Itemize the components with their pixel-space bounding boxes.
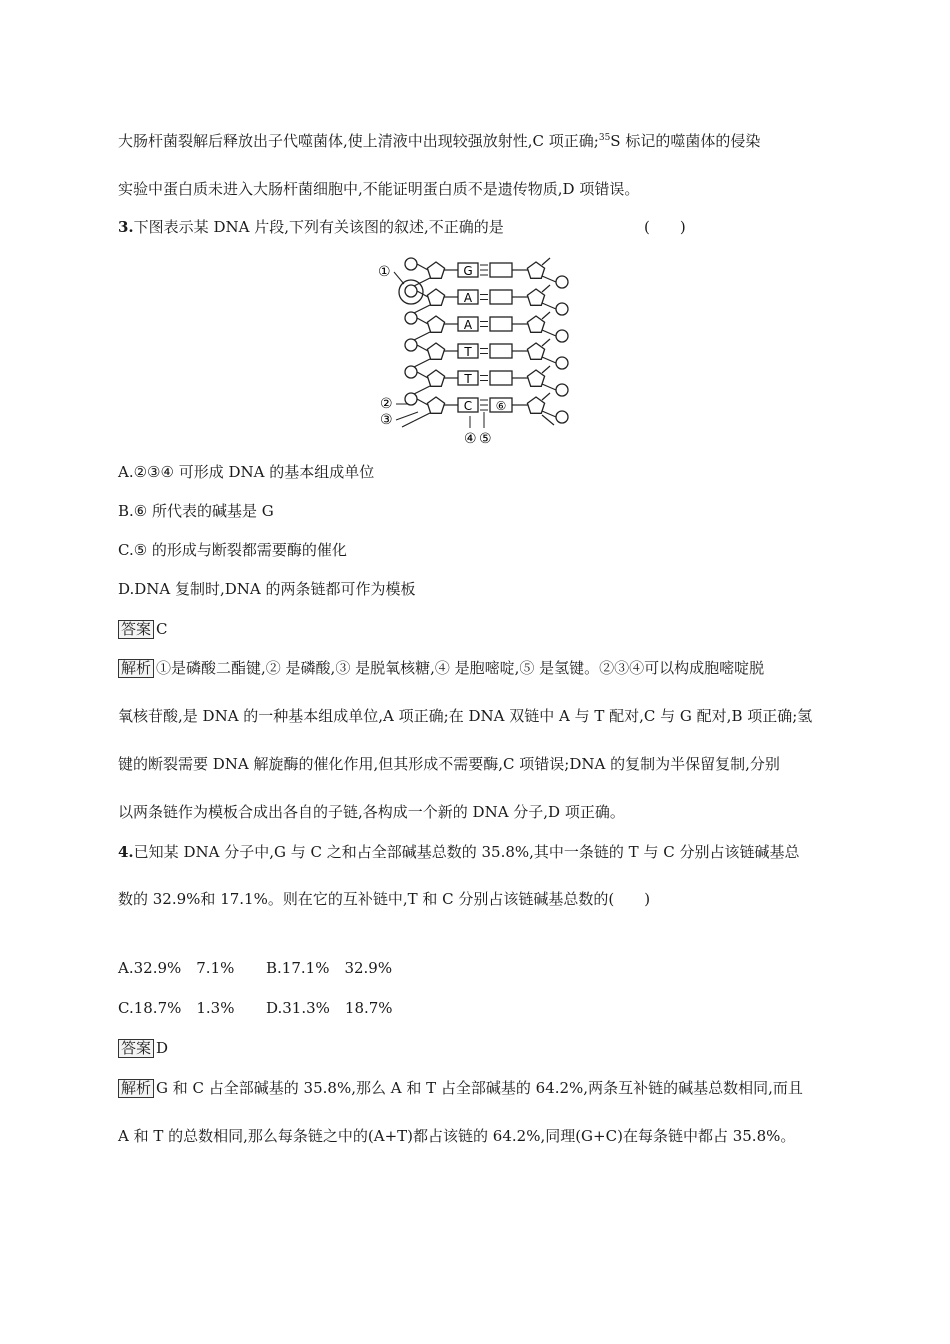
phosphate-circle — [556, 384, 568, 396]
q3-analysis-line-2: 氧核苷酸,是 DNA 的一种基本组成单位,A 项正确;在 DNA 双链中 A 与 T 配对,C 与 G 配对,B 项正确;氢 — [118, 707, 813, 725]
q4-analysis-line-1: 解析 G 和 C 占全部碱基的 35.8%,那么 A 和 T 占全部碱基的 64.2%,两条互补链的碱基总数相同,而且 — [118, 1078, 803, 1098]
nucleotide-pair-row — [405, 366, 568, 396]
phosphate-circle — [556, 276, 568, 288]
phosphate-circle — [556, 411, 568, 423]
phosphate-circle — [405, 339, 417, 351]
prev-analysis-line-2: 实验中蛋白质未进入大肠杆菌细胞中,不能证明蛋白质不是遗传物质,D 项错误。 — [118, 180, 640, 198]
phosphate-circle — [556, 303, 568, 315]
analysis-tag: 解析 — [118, 659, 154, 678]
q4-stem-line-1: 4.已知某 DNA 分子中,G 与 C 之和占全部碱基总数的 35.8%,其中一条链的 T 与 C 分别占该链碱基总 — [118, 843, 800, 861]
deoxyribose-pentagon — [427, 370, 444, 386]
nucleotide-pair-row — [405, 339, 568, 369]
q4-stem-line-2: 数的 32.9%和 17.1%。则在它的互补链中,T 和 C 分别占该链碱基总数的( ) — [118, 890, 651, 908]
deoxyribose-pentagon — [427, 262, 444, 278]
q3-answer: 答案 C — [118, 619, 168, 639]
nucleotide-pair-row — [405, 258, 568, 288]
q3-analysis-line-4: 以两条链作为模板合成出各自的子链,各构成一个新的 DNA 分子,D 项正确。 — [118, 803, 625, 821]
q3-option-c: C.⑤ 的形成与断裂都需要酶的催化 — [118, 541, 347, 559]
complement-base-box — [490, 290, 512, 304]
complement-base-box — [490, 344, 512, 358]
analysis-tag: 解析 — [118, 1079, 154, 1098]
label-2: ② — [380, 396, 393, 412]
base-letter: T — [464, 372, 472, 386]
deoxyribose-pentagon — [427, 289, 444, 305]
q3-stem: 3.下图表示某 DNA 片段,下列有关该图的叙述,不正确的是 — [118, 218, 504, 236]
phosphate-circle — [405, 312, 417, 324]
phosphate-circle — [556, 357, 568, 369]
phosphate-circle — [405, 366, 417, 378]
complement-base-box — [490, 371, 512, 385]
deoxyribose-pentagon — [427, 343, 444, 359]
nucleotide-pair-row — [405, 285, 568, 315]
base-letter: A — [463, 318, 473, 332]
label-1: ① — [378, 264, 391, 280]
label-4: ④ — [464, 431, 477, 447]
complement-base-box — [490, 317, 512, 331]
dna-fragment-diagram — [378, 252, 578, 448]
label-6: ⑥ — [495, 399, 507, 413]
q4-options-row-1: A.32.9% 7.1% B.17.1% 32.9% — [118, 959, 393, 977]
phosphate-circle — [405, 285, 417, 297]
complement-base-box — [490, 263, 512, 277]
q3-analysis-line-1: 解析 ①是磷酸二酯键,② 是磷酸,③ 是脱氧核糖,④ 是胞嘧啶,⑤ 是氢键。②③④可以构成胞嘧啶脱 — [118, 658, 764, 678]
answer-tag: 答案 — [118, 620, 154, 639]
deoxyribose-pentagon — [427, 316, 444, 332]
phosphate-circle — [405, 258, 417, 270]
q3-answer-paren: ( ) — [644, 218, 686, 236]
q3-option-b: B.⑥ 所代表的碱基是 G — [118, 502, 274, 520]
base-letter: C — [463, 399, 473, 413]
phosphate-circle — [556, 330, 568, 342]
base-letter: G — [463, 264, 473, 278]
q3-analysis-line-3: 键的断裂需要 DNA 解旋酶的催化作用,但其形成不需要酶,C 项错误;DNA 的复制为半保留复制,分别 — [118, 755, 780, 773]
q3-option-a: A.②③④ 可形成 DNA 的基本组成单位 — [118, 463, 375, 481]
answer-tag: 答案 — [118, 1039, 154, 1058]
nucleotide-pair-row — [405, 393, 568, 423]
q3-option-d: D.DNA 复制时,DNA 的两条链都可作为模板 — [118, 580, 416, 598]
q4-answer: 答案 D — [118, 1038, 168, 1058]
prev-analysis-line-1: 大肠杆菌裂解后释放出子代噬菌体,使上清液中出现较强放射性,C 项正确;$^{35}$S 标记的噬菌体的侵染 — [118, 132, 761, 150]
q4-options-row-2: C.18.7% 1.3% D.31.3% 18.7% — [118, 999, 393, 1017]
label-3: ③ — [380, 412, 393, 428]
base-letter: T — [464, 345, 472, 359]
base-letter: A — [463, 291, 473, 305]
label-5: ⑤ — [479, 431, 492, 447]
q4-analysis-line-2: A 和 T 的总数相同,那么每条链之中的(A+T)都占该链的 64.2%,同理(G+C)在每条链中都占 35.8%。 — [118, 1127, 796, 1145]
phosphate-circle — [405, 393, 417, 405]
nucleotide-pair-row — [405, 312, 568, 342]
deoxyribose-pentagon — [427, 397, 444, 413]
